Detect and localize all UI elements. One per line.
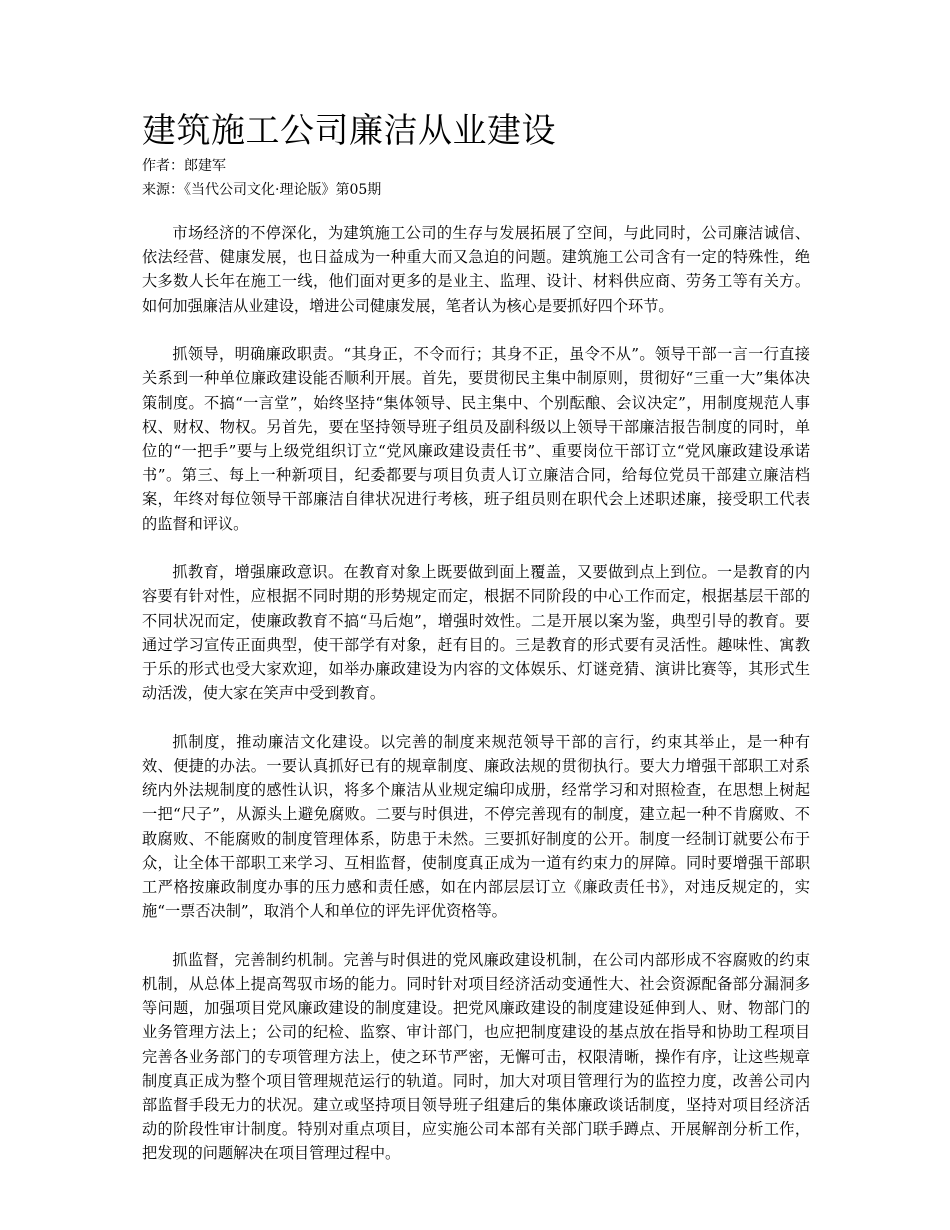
paragraph-system: 抓制度，推动廉洁文化建设。以完善的制度来规范领导干部的言行，约束其举止，是一种有效、便捷的办法。一要认真抓好已有的规章制度、廉政法规的贯彻执行。要大力增强干部职工对系统内外法规制度的感性认识，将多个廉洁从业规定编印成册，经常学习和对照检查，在思想上树起一把“尺子”，从源头上避免腐败。二要与时俱进，不停完善现有的制度，建立起一种不肯腐败、不敢腐败、不能腐败的制度管理体系，防患于未然。三要抓好制度的公开。制度一经制订就要公布于众，让全体干部职工来学习、互相监督，使制度真正成为一道有约束力的屏障。同时要增强干部职工严格按廉政制度办事的压力感和责任感，如在内部层层订立《廉政责任书》，对违反规定的，实施“一票否决制”，取消个人和单位的评先评优资格等。: [142, 732, 810, 921]
author-line: 作者：郎建军: [142, 158, 226, 174]
paragraph-education: 抓教育，增强廉政意识。在教育对象上既要做到面上覆盖，又要做到点上到位。一是教育的内容要有针对性，应根据不同时期的形势规定而定，根据不同阶段的中心工作而定，根据基层干部的不同状况而定，使廉政教育不搞“马后炮”，增强时效性。二是开展以案为鉴，典型引导的教育。要通过学习宣传正面典型，使干部学有对象，赶有目的。三是教育的形式要有灵活性。趣味性、寓教于乐的形式也受大家欢迎，如举办廉政建设为内容的文体娱乐、灯谜竞猜、演讲比赛等，其形式生动活泼，使大家在笑声中受到教育。: [142, 563, 810, 703]
paragraph-intro: 市场经济的不停深化，为建筑施工公司的生存与发展拓展了空间，与此同时，公司廉洁诚信、依法经营、健康发展，也日益成为一种重大而又急迫的问题。建筑施工公司含有一定的特殊性，绝大多数人长年在施工一线，他们面对更多的是业主、监理、设计、材料供应商、劳务工等有关方。如何加强廉洁从业建设，增进公司健康发展，笔者认为核心是要抓好四个环节。: [142, 224, 810, 315]
document-title: 建筑施工公司廉洁从业建设: [142, 111, 556, 151]
article-body: [142, 221, 810, 1166]
paragraph-supervision: 抓监督，完善制约机制。完善与时俱进的党风廉政建设机制，在公司内部形成不容腐败的约束机制，从总体上提高驾驭市场的能力。同时针对项目经济活动变通性大、社会资源配备部分漏洞多等问题，加强项目党风廉政建设的制度建设。把党风廉政建设的制度建设延伸到人、财、物部门的业务管理方法上；公司的纪检、监察、审计部门，也应把制度建设的基点放在指导和协助工程项目完善各业务部门的专项管理方法上，使之环节严密，无懈可击，权限清晰，操作有序，让这些规章制度真正成为整个项目管理规范运行的轨道。同时，加大对项目管理行为的监控力度，改善公司内部监督手段无力的状况。建立或坚持项目领导班子组建后的集体廉政谈话制度，坚持对项目经济活动的阶段性审计制度。特别对重点项目，应实施公司本部有关部门联手蹲点、开展解剖分析工作，把发现的问题解决在项目管理过程中。: [142, 950, 810, 1163]
document-page: [142, 108, 810, 1190]
paragraph-leadership: 抓领导，明确廉政职责。“其身正，不令而行；其身不正，虽令不从”。领导干部一言一行直接关系到一种单位廉政建设能否顺利开展。首先，要贯彻民主集中制原则，贯彻好“三重一大”集体决策制度。不搞“一言堂”，始终坚持“集体领导、民主集中、个别酝酿、会议决定”，用制度规范人事权、财权、物权。另首先，要在坚持领导班子组员及副科级以上领导干部廉洁报告制度的同时，单位的“一把手”要与上级党组织订立“党风廉政建设责任书”、重要岗位干部订立“党风廉政建设承诺书”。第三、每上一种新项目，纪委都要与项目负责人订立廉洁合同，给每位党员干部建立廉洁档案，年终对每位领导干部廉洁自律状况进行考核，班子组员则在职代会上述职述廉，接受职工代表的监督和评议。: [142, 345, 810, 533]
source-line: 来源：《当代公司文化·理论版》第05期: [142, 182, 382, 198]
